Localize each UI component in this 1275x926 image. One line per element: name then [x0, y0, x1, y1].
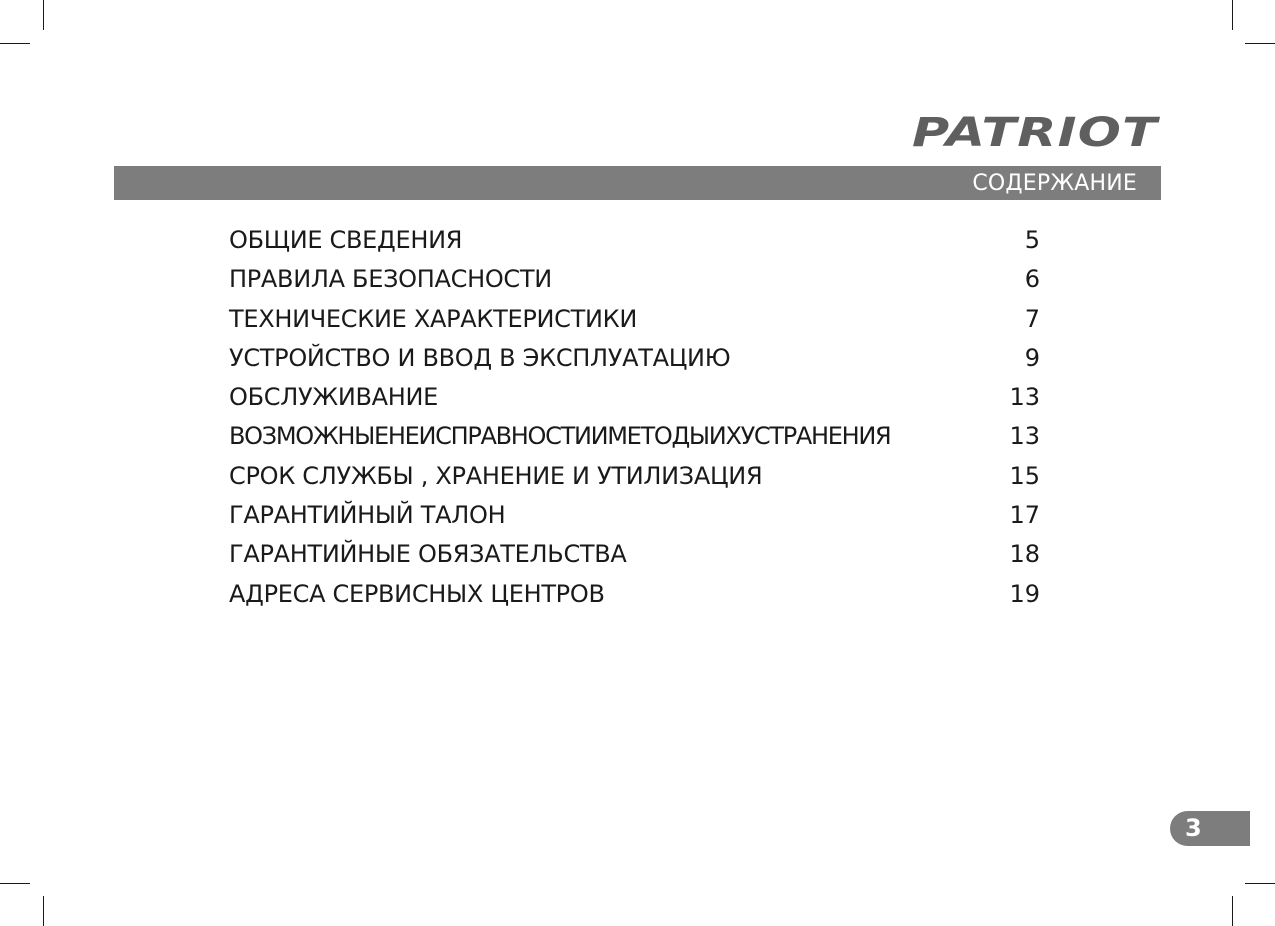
toc-entry-warranty-obligations[interactable]: [229, 536, 1040, 575]
toc-entry-service-centers[interactable]: [229, 576, 1040, 615]
toc-entry-title: ГАРАНТИЙНЫЙ ТАЛОН: [229, 501, 506, 530]
toc-entry-specifications[interactable]: [229, 301, 1040, 340]
crop-mark-top-right-vertical: [1232, 0, 1233, 30]
patriot-logo: [912, 112, 1162, 152]
toc-entry-service-life-storage-disposal[interactable]: [229, 458, 1040, 497]
crop-mark-top-left-vertical: [43, 0, 44, 30]
toc-entry-title: ПРАВИЛА БЕЗОПАСНОСТИ: [229, 265, 552, 294]
toc-entry-page: 9: [1024, 343, 1040, 372]
toc-entry-title: СРОК СЛУЖБЫ , ХРАНЕНИЕ И УТИЛИЗАЦИЯ: [229, 461, 763, 490]
toc-entry-page: 6: [1024, 265, 1040, 294]
toc-entry-page: 15: [1009, 461, 1040, 490]
crop-mark-bottom-right-horizontal: [1245, 883, 1275, 884]
page-number-badge: [1170, 811, 1250, 846]
toc-entry-device-and-commissioning[interactable]: [229, 340, 1040, 379]
toc-entry-page: 5: [1024, 226, 1040, 254]
toc-entry-general-info[interactable]: [229, 222, 1040, 261]
section-header-bar: [114, 166, 1161, 200]
toc-entry-page: 18: [1009, 540, 1040, 569]
toc-entry-maintenance[interactable]: [229, 379, 1040, 418]
toc-entry-title: ОБЩИЕ СВЕДЕНИЯ: [229, 226, 463, 254]
toc-entry-title: ВОЗМОЖНЫЕНЕИСПРАВНОСТИИМЕТОДЫИХУСТРАНЕНИЯ: [229, 422, 891, 451]
toc-entry-title: ГАРАНТИЙНЫЕ ОБЯЗАТЕЛЬСТВА: [229, 540, 627, 569]
toc-entry-title: ОБСЛУЖИВАНИЕ: [229, 383, 439, 412]
logo-text: PATRIOT: [912, 112, 1161, 152]
crop-mark-bottom-left-horizontal: [0, 883, 30, 884]
crop-mark-top-left-horizontal: [0, 43, 30, 44]
toc-entry-warranty-card[interactable]: [229, 497, 1040, 536]
toc-entry-safety-rules[interactable]: [229, 261, 1040, 300]
toc-entry-page: 17: [1009, 501, 1040, 530]
crop-mark-top-right-horizontal: [1245, 43, 1275, 44]
toc-entry-page: 13: [1009, 422, 1040, 451]
toc-entry-page: 13: [1009, 383, 1040, 412]
table-of-contents: [229, 222, 1040, 615]
toc-entry-page: 7: [1024, 304, 1040, 333]
crop-mark-bottom-left-vertical: [43, 896, 44, 926]
toc-entry-troubleshooting[interactable]: [229, 418, 1040, 457]
page-number: 3: [1185, 814, 1202, 842]
crop-mark-bottom-right-vertical: [1232, 896, 1233, 926]
section-title: СОДЕРЖАНИЕ: [972, 171, 1137, 196]
toc-entry-page: 19: [1009, 579, 1040, 608]
toc-entry-title: ТЕХНИЧЕСКИЕ ХАРАКТЕРИСТИКИ: [229, 304, 638, 333]
toc-entry-title: УСТРОЙСТВО И ВВОД В ЭКСПЛУАТАЦИЮ: [229, 343, 731, 372]
toc-entry-title: АДРЕСА СЕРВИСНЫХ ЦЕНТРОВ: [229, 579, 605, 608]
